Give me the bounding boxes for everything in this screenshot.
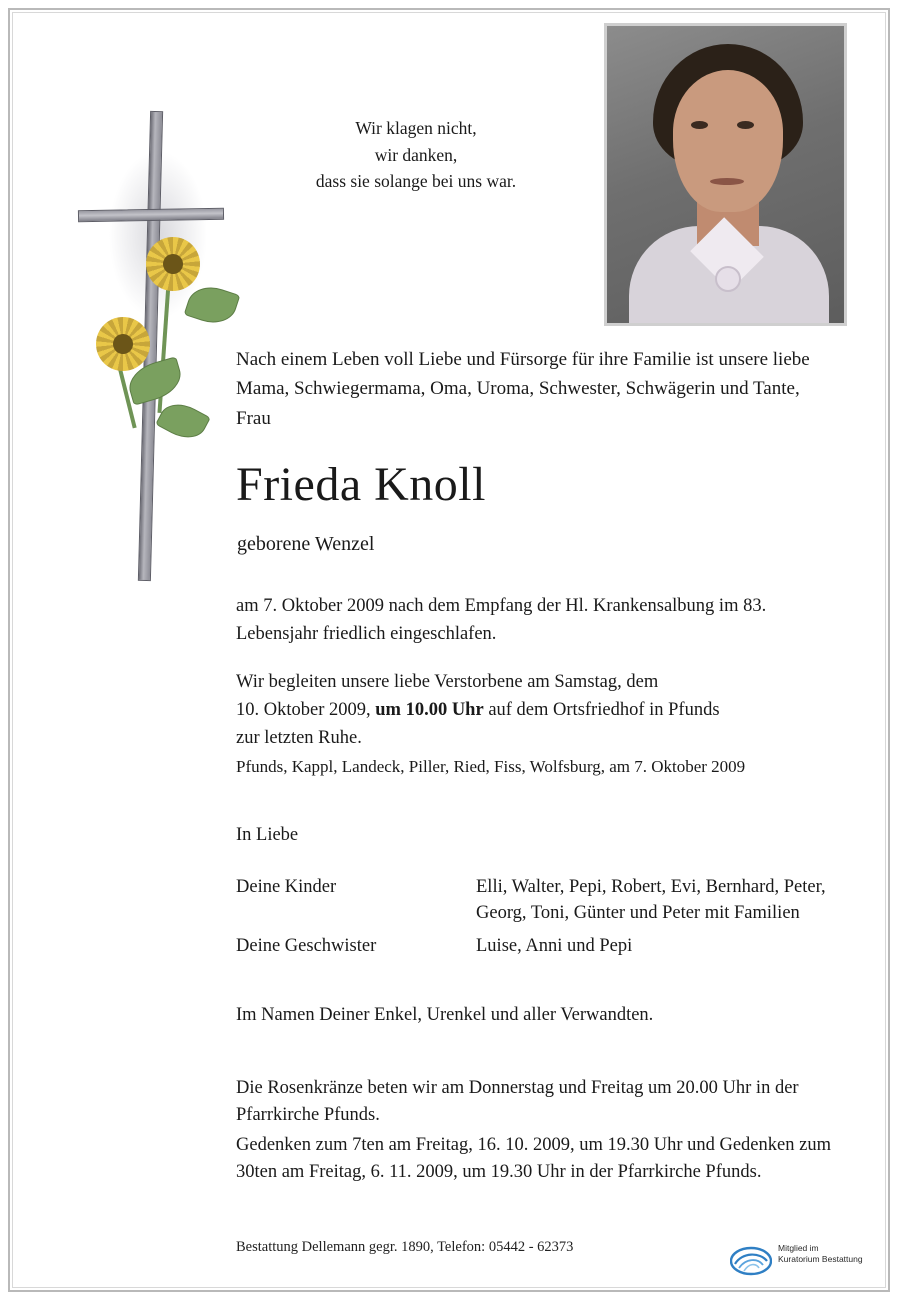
memorial-services-information: Gedenken zum 7ten am Freitag, 16. 10. 2009, um 19.30 Uhr und Gedenken zum 30ten am Freitag, 6. 11. 2009, um 19.30 Uhr in der Pfarrkirche Pfunds. — [236, 1135, 831, 1183]
association-logo — [730, 1240, 863, 1282]
leaf-icon — [155, 396, 211, 446]
family-row — [236, 874, 856, 927]
funeral-time: um 10.00 Uhr — [375, 700, 484, 721]
verse-line-1: Wir klagen nicht, — [355, 118, 477, 138]
verse-line-2: wir danken, — [374, 144, 458, 165]
portrait-eye-left — [691, 121, 708, 129]
family-value: Luise, Anni und Pepi — [476, 935, 633, 956]
portrait-mouth — [710, 178, 744, 185]
swirl-icon — [730, 1244, 772, 1278]
places-and-date: Pfunds, Kappl, Landeck, Piller, Ried, Fiss, Wolfsburg, am 7. Oktober 2009 — [236, 757, 746, 776]
intro-paragraph: Nach einem Leben voll Liebe und Fürsorge für ihre Familie ist unsere liebe Mama, Schwiegermama, Oma, Uroma, Schwester, Schwägerin und Tante, Frau — [236, 349, 810, 429]
funeral-line-3: zur letzten Ruhe. — [236, 728, 362, 749]
sunflower-icon — [96, 317, 150, 371]
logo-line-1: Mitglied im — [778, 1243, 819, 1253]
sunflower-core — [163, 254, 183, 274]
sunflower-core — [113, 334, 133, 354]
maiden-name: geborene Wenzel — [237, 533, 375, 555]
family-list — [236, 874, 856, 959]
relatives-line: Im Namen Deiner Enkel, Urenkel und aller Verwandten. — [236, 1005, 654, 1025]
family-label: Deine Geschwister — [236, 935, 377, 956]
family-value: Elli, Walter, Pepi, Robert, Evi, Bernhard, Peter, Georg, Toni, Günter und Peter mit Familien — [476, 877, 826, 924]
portrait-photo — [604, 23, 847, 326]
funeral-date: 10. Oktober 2009, — [236, 700, 376, 721]
family-label: Deine Kinder — [236, 877, 337, 897]
portrait-photo-image — [607, 26, 844, 323]
logo-line-2: Kuratorium Bestattung — [778, 1254, 863, 1265]
funeral-place: auf dem Ortsfriedhof in Pfunds — [483, 700, 720, 721]
portrait-face — [673, 70, 783, 212]
family-row — [236, 933, 856, 959]
in-love-heading: In Liebe — [236, 825, 299, 845]
cross-with-sunflowers-illustration — [70, 105, 240, 595]
memorial-verse — [236, 115, 596, 195]
rosary-information: Die Rosenkränze beten wir am Donnerstag und Freitag um 20.00 Uhr in der Pfarrkirche Pfunds. — [236, 1078, 799, 1126]
logo-text — [778, 1243, 864, 1266]
deceased-name: Frieda Knoll — [236, 458, 486, 511]
funeral-line-1: Wir begleiten unsere liebe Verstorbene am Samstag, dem — [236, 672, 659, 692]
funeral-line-2 — [236, 696, 846, 724]
funeral-information — [236, 668, 846, 752]
portrait-eye-right — [737, 121, 754, 129]
verse-line-3: dass sie solange bei uns war. — [315, 171, 517, 192]
funeral-home-footer: Bestattung Dellemann gegr. 1890, Telefon: 05442 - 62373 — [236, 1239, 574, 1255]
portrait-brooch — [715, 266, 741, 292]
sunflower-icon — [146, 237, 200, 291]
cross-horizontal-beam — [78, 208, 224, 223]
death-information: am 7. Oktober 2009 nach dem Empfang der Hl. Krankensalbung im 83. Lebensjahr friedlich eingeschlafen. — [236, 596, 767, 645]
